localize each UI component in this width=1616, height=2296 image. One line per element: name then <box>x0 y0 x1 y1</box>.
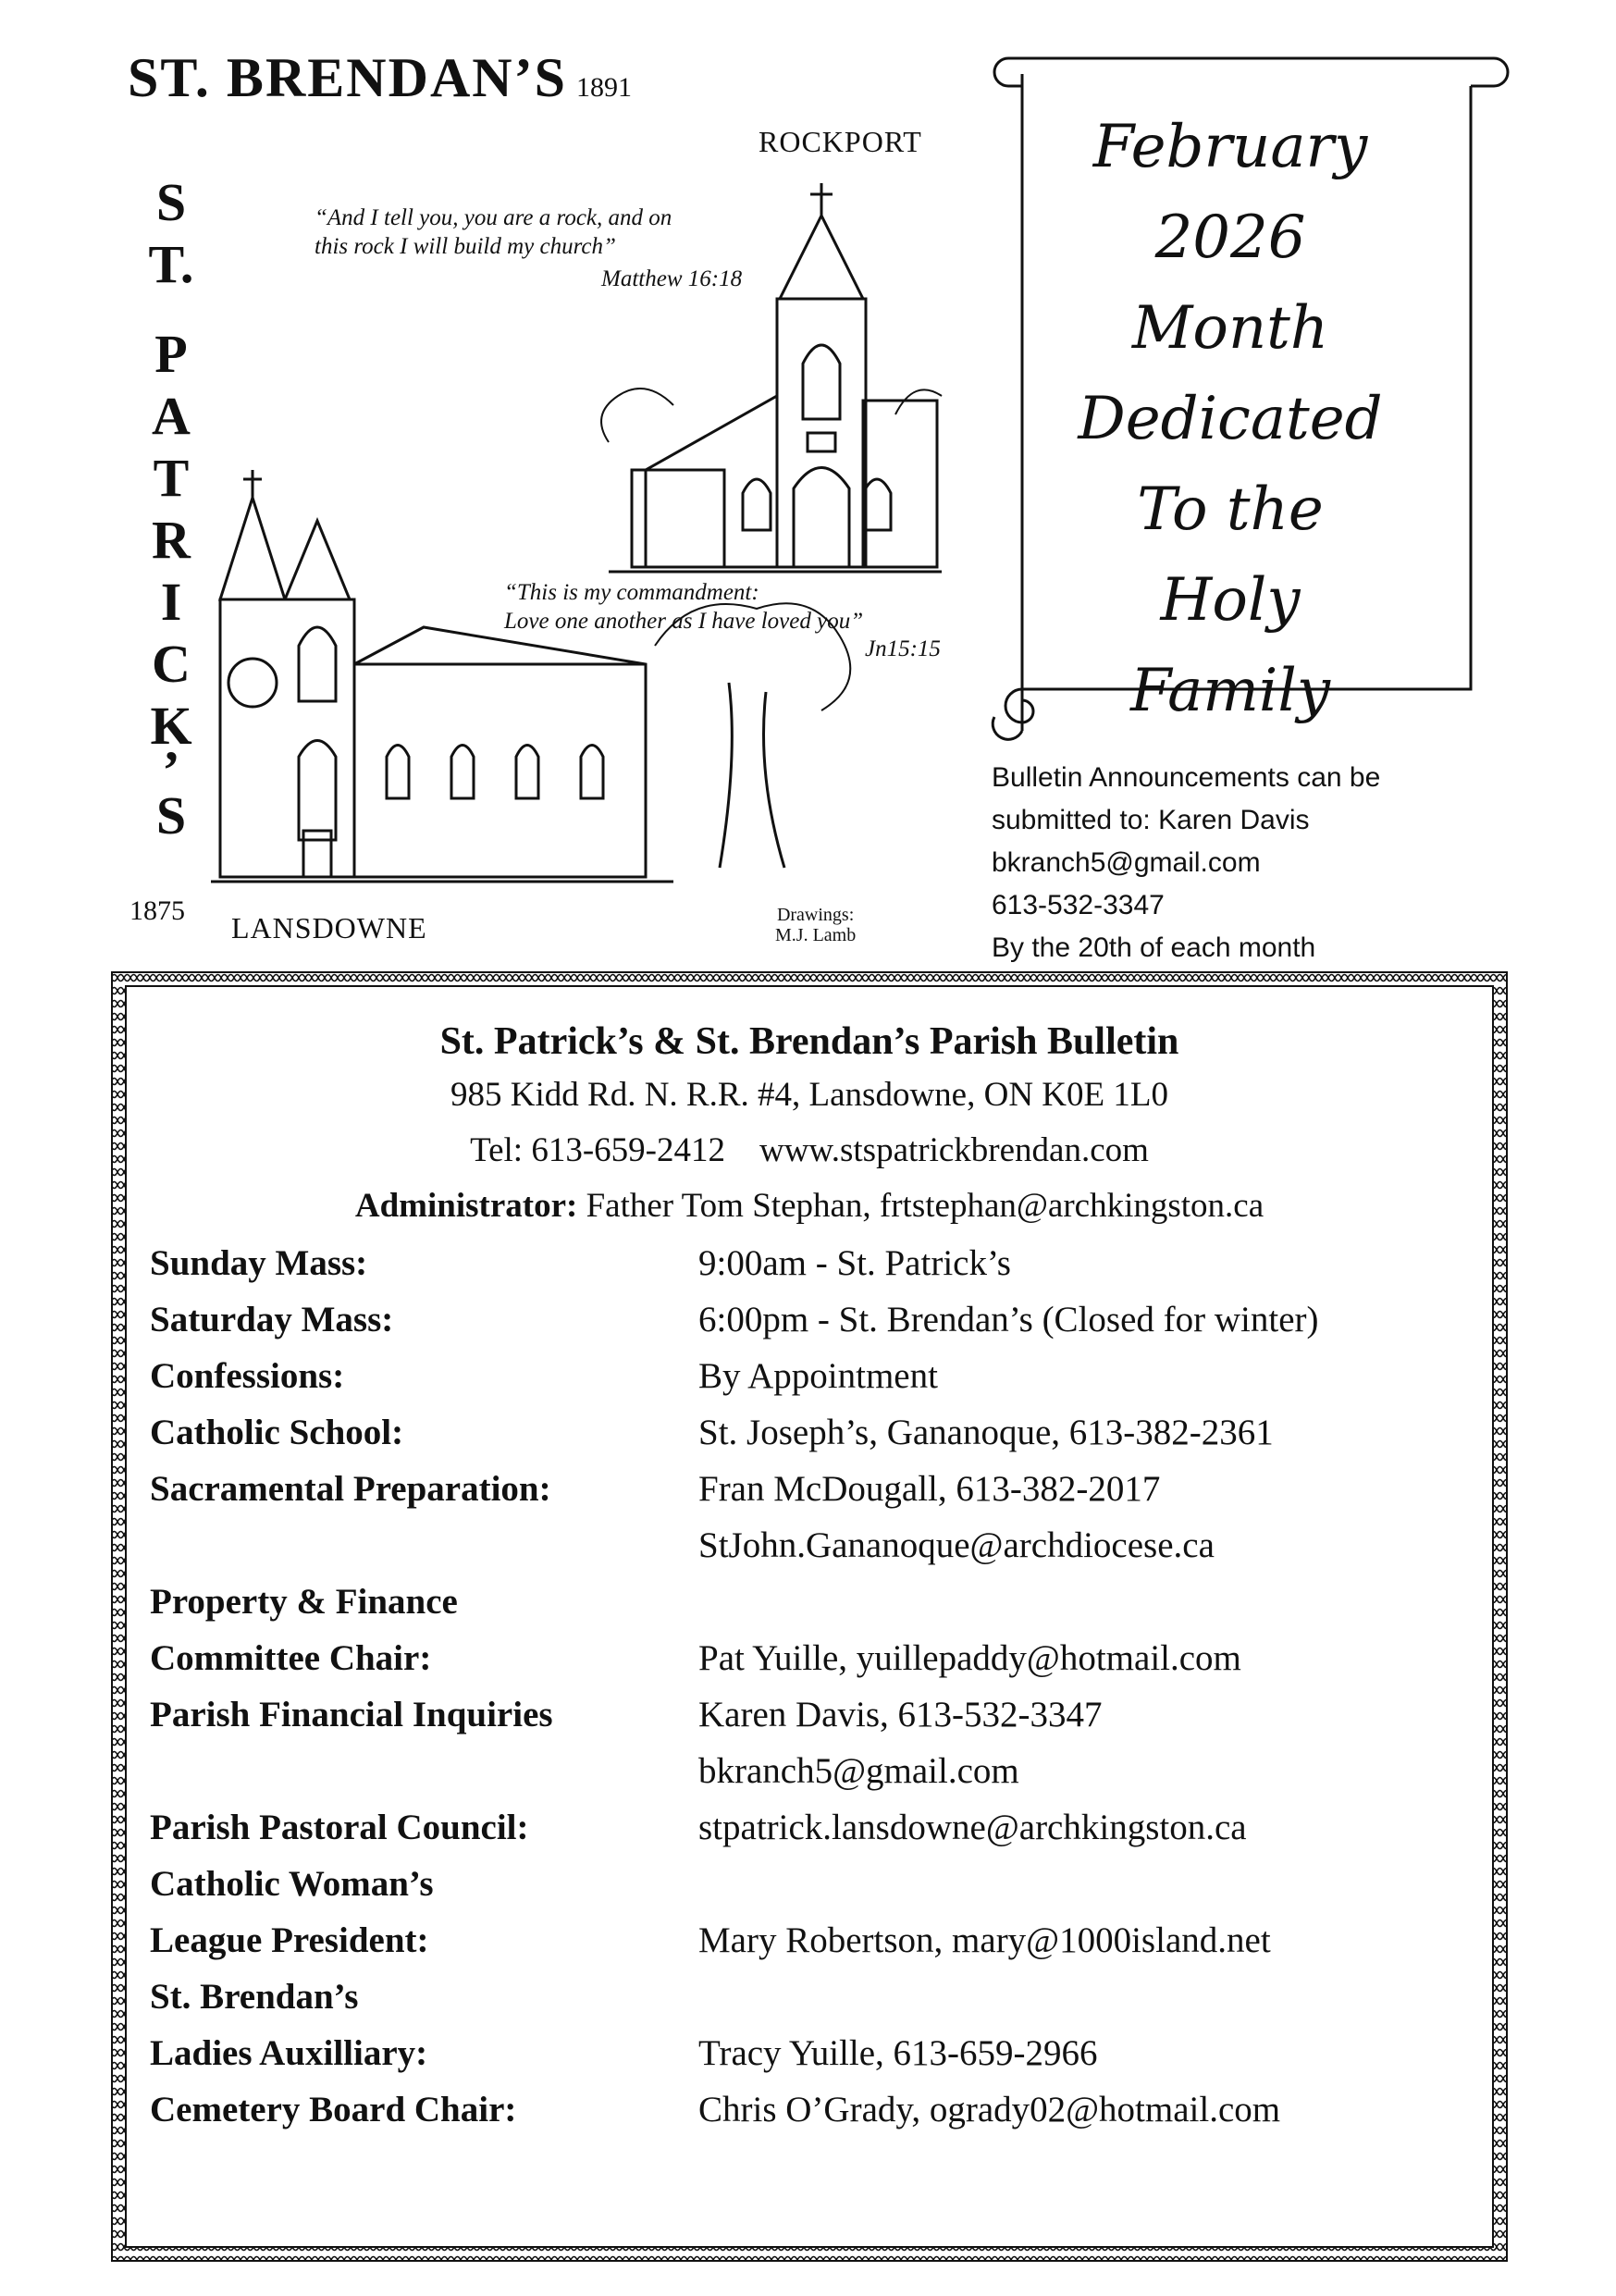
bulletin-title: St. Patrick’s & St. Brendan’s Parish Bulletin <box>439 1020 1179 1063</box>
info-label <box>150 1969 698 2081</box>
info-value-line: stpatrick.lansdowne@archkingston.ca <box>698 1808 1247 1847</box>
info-label <box>150 2081 698 2138</box>
rockport-label: ROCKPORT <box>759 125 922 158</box>
quote-line: Love one another as I have loved you” <box>504 609 864 634</box>
vertical-letter: P <box>154 324 188 384</box>
parish-title <box>128 46 632 110</box>
info-row <box>150 1291 1463 1348</box>
info-value-line: Chris O’Grady, ogrady02@hotmail.com <box>698 2090 1281 2129</box>
vertical-letter: S <box>155 172 187 232</box>
vertical-letter: K <box>150 696 192 756</box>
info-label-line: St. Brendan’s <box>150 1977 359 2017</box>
info-label-line: Confessions: <box>150 1356 345 1396</box>
vertical-st-patricks <box>139 171 204 846</box>
info-label <box>150 1461 698 1574</box>
info-label-line: Committee Chair: <box>150 1638 432 1678</box>
info-label <box>150 1291 698 1348</box>
vertical-letter: ’ <box>162 740 180 800</box>
dedication-line: Holy <box>1160 566 1301 635</box>
dedication-line: Month <box>1131 294 1329 363</box>
info-row <box>150 1969 1463 2081</box>
vertical-letter: I <box>160 572 182 632</box>
info-label-line: Cemetery Board Chair: <box>150 2090 517 2129</box>
announcements-info <box>992 757 1380 969</box>
parish-address: 985 Kidd Rd. N. R.R. #4, Lansdowne, ON K0E 1L0 <box>450 1076 1168 1114</box>
administrator-line <box>130 1179 1489 1234</box>
quote-reference-matthew: Matthew 16:18 <box>601 266 743 291</box>
info-value <box>698 1686 1463 1799</box>
info-value-line: bkranch5@gmail.com <box>698 1751 1019 1791</box>
info-row <box>150 1799 1463 1856</box>
announce-line: 613-532-3347 <box>992 890 1165 920</box>
drawings-credit <box>775 905 856 945</box>
vertical-letter: A <box>152 386 191 446</box>
month-dedication <box>1018 102 1443 736</box>
vertical-letter: R <box>152 510 191 570</box>
vertical-letter <box>139 295 204 323</box>
announce-line: bkranch5@gmail.com <box>992 847 1261 878</box>
info-label-line: Sunday Mass: <box>150 1243 368 1283</box>
drawings-label: Drawings: <box>776 905 855 925</box>
info-label <box>150 1799 698 1856</box>
info-value-line <box>698 1969 1463 2025</box>
vertical-letter: S <box>155 785 187 846</box>
quote-line: “This is my commandment: <box>504 580 759 605</box>
info-label-line: Sacramental Preparation: <box>150 1469 551 1509</box>
info-label-line: Parish Pastoral Council: <box>150 1808 529 1847</box>
lansdowne-label: LANSDOWNE <box>231 911 427 944</box>
info-row <box>150 1348 1463 1404</box>
church-drawings-illustration <box>211 165 951 905</box>
info-value-line: Fran McDougall, 613-382-2017 <box>698 1469 1161 1509</box>
quote-line: this rock I will build my church” <box>315 234 616 259</box>
info-value-line: Tracy Yuille, 613-659-2966 <box>698 2033 1098 2073</box>
contact-line <box>130 1123 1489 1179</box>
info-row <box>150 1686 1463 1799</box>
administrator-label: Administrator: <box>354 1187 578 1225</box>
info-row <box>150 2081 1463 2138</box>
info-value-line: 9:00am - St. Patrick’s <box>698 1243 1011 1283</box>
info-label <box>150 1404 698 1461</box>
info-value <box>698 1404 1463 1461</box>
info-row <box>150 1235 1463 1291</box>
info-value-line: Pat Yuille, yuillepaddy@hotmail.com <box>698 1638 1241 1678</box>
info-label-line: Ladies Auxilliary: <box>150 2033 428 2073</box>
title-text: ST. BRENDAN’S <box>128 47 567 108</box>
info-label <box>150 1348 698 1404</box>
dedication-line: February <box>1092 113 1368 181</box>
quote-john <box>504 578 863 636</box>
info-value <box>698 1856 1463 1969</box>
parish-phone: Tel: 613-659-2412 <box>470 1131 725 1169</box>
parish-website[interactable]: www.stspatrickbrendan.com <box>759 1131 1149 1169</box>
info-value-line: StJohn.Gananoque@archdiocese.ca <box>698 1525 1215 1565</box>
info-label <box>150 1235 698 1291</box>
dedication-line: To the <box>1137 475 1324 544</box>
dedication-line: Family <box>1130 657 1330 725</box>
vertical-letter: C <box>152 634 191 694</box>
drawings-artist: M.J. Lamb <box>775 925 857 945</box>
info-row <box>150 1404 1463 1461</box>
info-value-line: Mary Robertson, mary@1000island.net <box>698 1920 1271 1960</box>
info-label-line: Saturday Mass: <box>150 1300 394 1339</box>
announce-line: submitted to: Karen Davis <box>992 805 1310 835</box>
info-value-line: By Appointment <box>698 1356 938 1396</box>
info-label-line: Parish Financial Inquiries <box>150 1695 553 1734</box>
info-value-line: 6:00pm - St. Brendan’s (Closed for winter) <box>698 1300 1319 1339</box>
info-label-line: League President: <box>150 1920 429 1960</box>
year-1875: 1875 <box>130 895 185 926</box>
announce-line: Bulletin Announcements can be <box>992 762 1381 793</box>
info-value-line <box>698 1856 1463 1912</box>
info-value <box>698 2081 1463 2138</box>
info-row <box>150 1461 1463 1574</box>
info-value <box>698 1461 1463 1574</box>
dedication-line: 2026 <box>1154 204 1306 272</box>
info-value <box>698 1291 1463 1348</box>
info-row <box>150 1574 1463 1686</box>
info-label <box>150 1574 698 1686</box>
title-year: 1891 <box>575 72 632 103</box>
info-label <box>150 1856 698 1969</box>
bulletin-info-table <box>150 1235 1463 2138</box>
info-value-line: Karen Davis, 613-532-3347 <box>698 1695 1103 1734</box>
info-value <box>698 1969 1463 2081</box>
quote-reference-john: Jn15:15 <box>865 636 941 661</box>
info-value-line: St. Joseph’s, Gananoque, 613-382-2361 <box>698 1413 1274 1452</box>
quote-line: “And I tell you, you are a rock, and on <box>315 205 672 230</box>
vertical-letter: T. <box>148 234 194 294</box>
info-value-line <box>698 1574 1463 1630</box>
info-value <box>698 1799 1463 1856</box>
info-label <box>150 1686 698 1799</box>
info-row <box>150 1856 1463 1969</box>
vertical-letter: T <box>153 448 190 508</box>
dedication-line: Dedicated <box>1078 385 1383 453</box>
quote-matthew <box>315 204 672 261</box>
announce-line: By the 20th of each month <box>992 932 1316 963</box>
info-label-line: Catholic School: <box>150 1413 404 1452</box>
administrator-value: Father Tom Stephan, frtstephan@archkingston.ca <box>586 1187 1264 1225</box>
info-label-line: Catholic Woman’s <box>150 1864 434 1904</box>
info-value <box>698 1235 1463 1291</box>
info-value <box>698 1574 1463 1686</box>
bulletin-header <box>130 1016 1489 1234</box>
info-label-line: Property & Finance <box>150 1582 458 1622</box>
info-value <box>698 1348 1463 1404</box>
